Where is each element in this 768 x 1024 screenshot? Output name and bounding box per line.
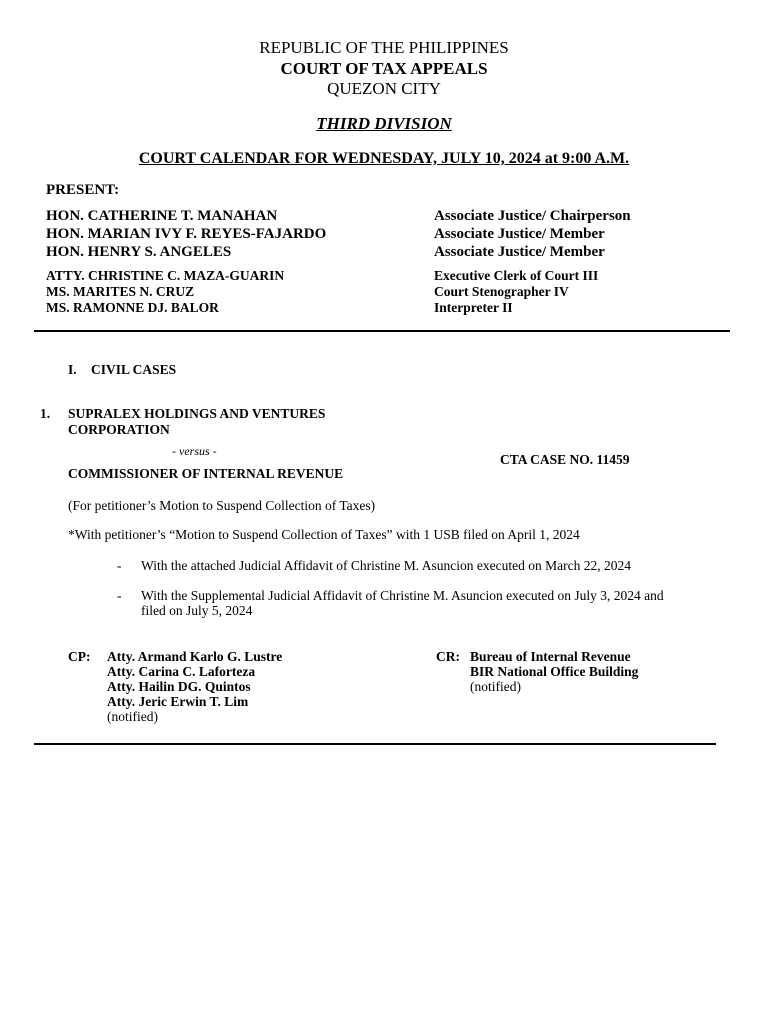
staff-names xyxy=(46,268,284,316)
cp-counsel: Atty. Armand Karlo G. Lustre xyxy=(107,649,283,664)
attachment-text-cont: filed on July 5, 2024 xyxy=(141,603,253,618)
justice-role: Associate Justice/ Member xyxy=(434,226,605,242)
cp-counsel: Atty. Carina C. Laforteza xyxy=(107,664,256,679)
section-title: CIVIL CASES xyxy=(91,362,177,377)
staff-role: Court Stenographer IV xyxy=(434,284,569,299)
city-heading: QUEZON CITY xyxy=(327,79,441,98)
cp-counsel: Atty. Jeric Erwin T. Lim xyxy=(107,694,249,709)
versus-label: - versus - xyxy=(172,444,217,458)
case-purpose: (For petitioner’s Motion to Suspend Collection of Taxes) xyxy=(68,498,376,513)
section-number: I. xyxy=(68,362,77,377)
attachment-text: With the Supplemental Judicial Affidavit of Christine M. Asuncion executed on July 3, 2024 and xyxy=(141,588,664,603)
justice-name: HON. CATHERINE T. MANAHAN xyxy=(46,208,278,224)
attachment-dash: - xyxy=(117,588,122,603)
section-divider-bottom xyxy=(34,743,716,745)
staff-role: Interpreter II xyxy=(434,300,513,315)
justice-names xyxy=(46,207,326,261)
justice-role: Associate Justice/ Chairperson xyxy=(434,208,631,224)
cp-label: CP: xyxy=(68,649,91,664)
staff-name: MS. MARITES N. CRUZ xyxy=(46,284,195,299)
attachment-dash: - xyxy=(117,558,122,573)
case-number: 1. xyxy=(40,406,51,421)
petitioner-line2: CORPORATION xyxy=(68,422,170,437)
cp-counsel-list xyxy=(107,649,282,724)
attachment-text: With the attached Judicial Affidavit of Christine M. Asuncion executed on March 22, 2024 xyxy=(141,558,631,573)
justice-role: Associate Justice/ Member xyxy=(434,244,605,260)
staff-name: MS. RAMONNE DJ. BALOR xyxy=(46,300,219,315)
cp-status: (notified) xyxy=(107,709,158,724)
section-divider-top xyxy=(34,330,730,332)
case-note: *With petitioner’s “Motion to Suspend Collection of Taxes” with 1 USB filed on April 1, 2024 xyxy=(68,527,580,542)
justice-name: HON. MARIAN IVY F. REYES-FAJARDO xyxy=(46,226,327,242)
division-title: THIRD DIVISION xyxy=(316,114,452,133)
case-no: CTA CASE NO. 11459 xyxy=(500,452,630,467)
cr-status: (notified) xyxy=(470,679,521,694)
republic-heading: REPUBLIC OF THE PHILIPPINES xyxy=(259,38,509,57)
court-heading: COURT OF TAX APPEALS xyxy=(280,59,488,78)
present-label: PRESENT: xyxy=(46,182,120,198)
petitioner-line1: SUPRALEX HOLDINGS AND VENTURES xyxy=(68,406,326,421)
justice-roles xyxy=(434,207,631,261)
justice-name: HON. HENRY S. ANGELES xyxy=(46,244,232,260)
staff-role: Executive Clerk of Court III xyxy=(434,268,599,283)
cr-counsel: Bureau of Internal Revenue xyxy=(470,649,631,664)
staff-roles xyxy=(434,268,598,316)
cp-counsel: Atty. Hailin DG. Quintos xyxy=(107,679,251,694)
cr-counsel-list xyxy=(470,649,638,694)
calendar-title: COURT CALENDAR FOR WEDNESDAY, JULY 10, 2024 at 9:00 A.M. xyxy=(138,150,630,167)
cr-counsel: BIR National Office Building xyxy=(470,664,639,679)
respondent: COMMISSIONER OF INTERNAL REVENUE xyxy=(68,466,344,481)
cr-label: CR: xyxy=(436,649,460,664)
staff-name: ATTY. CHRISTINE C. MAZA-GUARIN xyxy=(46,268,285,283)
